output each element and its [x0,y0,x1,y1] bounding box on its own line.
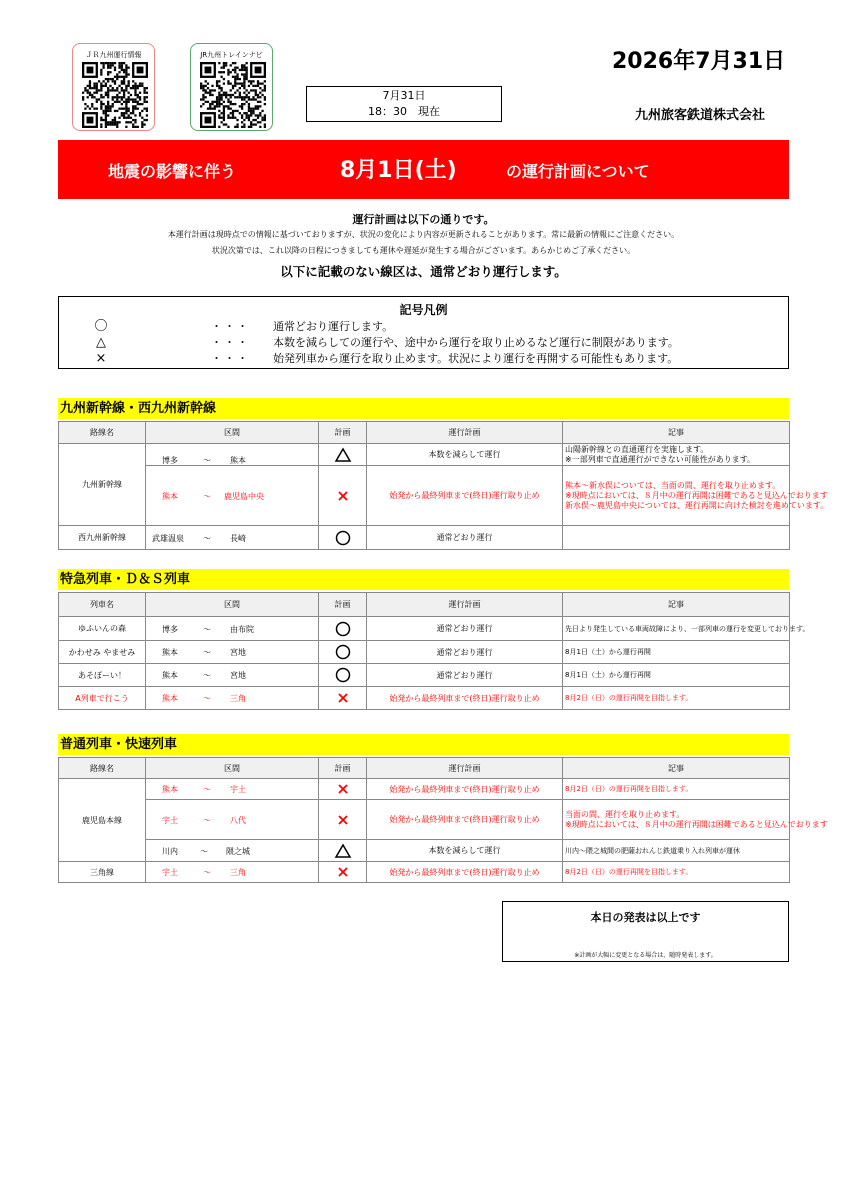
header-line: 路線名 [59,422,146,444]
section-to: 三角 [230,868,246,877]
closing-title: 本日の発表は以上です [590,911,701,924]
section-title-shinkansen: 九州新幹線・西九州新幹線 [58,398,789,419]
legend-dots: ・・・ [211,352,250,365]
company-name: 九州旅客鉄道株式会社 [635,108,766,123]
note-line [563,526,790,550]
header-train: 列車名 [59,593,146,617]
closing-note: ※計画が大幅に変更となる場合は、随時発表します。 [574,952,717,959]
note-line: 8月2日（日）の運行再開を目指します。 [563,687,790,710]
header-note: 記事 [563,593,790,617]
table-row [59,862,790,883]
train-name: かわせみ やませみ [59,641,146,664]
header-note: 記事 [563,422,790,444]
legend-desc: 通常どおり運行します。 [273,320,394,333]
section-wave: ～ [203,533,211,543]
plan-text: 通常どおり運行 [367,641,563,664]
note-line: ※現時点においては、８月中の運行再開は困難であると見込んでおります [565,819,828,829]
table-header-row [59,422,790,444]
table-row [59,664,790,687]
section-wave: ～ [203,491,211,501]
note-line: ※現時点においては、８月中の運行再開は困難であると見込んでおります [565,490,828,500]
qr-code-icon [82,62,148,128]
section-from: 宇土 [162,868,178,877]
plan-text: 通常どおり運行 [367,664,563,687]
table-row [59,466,790,526]
section-from: 宇土 [162,815,178,825]
table-row [59,840,790,862]
cross-icon [337,814,349,826]
table-row [59,687,790,710]
note-line: 8月2日（日）の運行再開を目指します。 [565,785,693,793]
note-line: 川内～隈之城間の肥薩おれんじ鉄道乗り入れ列車が運休 [565,846,740,855]
cross-icon [337,783,349,795]
cross-icon: × [95,351,107,366]
timestamp-box [306,86,502,122]
intro-line-1: 運行計画は以下の通りです。 [352,213,495,226]
header-plan: 運行計画 [367,593,563,617]
plan-text: 始発から最終列車まで(終日)運行取り止め [367,800,563,840]
section-wave: ～ [200,846,208,856]
header-plan: 運行計画 [367,422,563,444]
plan-text: 始発から最終列車まで(終日)運行取り止め [367,466,563,526]
cross-icon [337,490,349,502]
header-section: 区間 [146,593,319,617]
section-title-express: 特急列車・Ｄ＆Ｓ列車 [58,569,789,590]
table-row [59,641,790,664]
legend-desc: 始発列車から運行を取り止めます。状況により運行を再開する可能性もあります。 [273,352,679,365]
line-name: 西九州新幹線 [59,526,146,550]
plan-text: 始発から最終列車まで(終日)運行取り止め [367,779,563,800]
line-name: 九州新幹線 [59,444,146,526]
table-header-row [59,758,790,779]
closing-box [502,901,789,962]
plan-text: 本数を減らして運行 [367,444,563,466]
section-to: 由布院 [230,624,254,634]
line-name: 三角線 [59,862,146,883]
section-from: 熊本 [162,785,178,794]
table-header-row [59,593,790,617]
section-to: 八代 [230,815,246,825]
table-row [59,526,790,550]
table-row [59,779,790,800]
timestamp-time: 18：30 現在 [368,105,440,118]
legend-desc: 本数を減らしての運行や、途中から運行を取り止めるなど運行に制限があります。 [273,336,679,349]
table-row [59,617,790,641]
legend-dots: ・・・ [211,320,250,333]
note-line: 熊本～新水俣については、当面の間、運行を取り止めます。 [565,480,781,490]
express-table [58,592,810,710]
note-line: 先日より発生している車両故障により、一部列車の運行を変更しております。 [563,617,790,641]
train-name: ゆふいんの森 [59,617,146,641]
plan-text: 通常どおり運行 [367,526,563,550]
section-from: 武雄温泉 [152,533,184,543]
section-wave: ～ [203,815,211,825]
qr-code-icon [200,62,266,128]
section-to: 宇土 [230,785,246,794]
circle-icon: 〇 [94,319,108,334]
section-title-local: 普通列車・快速列車 [58,734,789,755]
title-banner [58,140,789,199]
plan-text: 通常どおり運行 [367,617,563,641]
header-note: 記事 [563,758,790,779]
section-to: 宮地 [230,671,246,680]
section-wave: ～ [203,624,211,634]
banner-date: 8月1日(土) [340,158,457,183]
header-section: 区間 [146,758,319,779]
section-to: 鹿児島中央 [224,491,264,501]
section-wave: ～ [203,455,211,465]
qr-code-operation-info[interactable] [72,43,155,131]
note-line: 8月1日（土）から運行再開 [563,664,790,687]
circle-icon [335,644,351,660]
intro-line-2: 本運行計画は現時点での情報に基づいておりますが、状況の変化により内容が更新されることがあります。常に最新の情報にご注意ください。 [167,230,680,239]
note-line: 山陽新幹線との直通運行を実施します。 [565,444,709,454]
note-line: 8月1日（土）から運行再開 [563,641,790,664]
table-row [59,800,790,840]
local-table [58,757,828,883]
header-symbol: 計画 [319,758,367,779]
section-from: 熊本 [162,671,178,680]
intro-line-4: 以下に記載のない線区は、通常どおり運行します。 [280,264,567,279]
triangle-icon [335,448,351,462]
section-from: 熊本 [162,491,178,501]
legend-title: 記号凡例 [399,303,448,317]
circle-icon [335,530,351,546]
note-line: 新水俣～鹿児島中央については、運行再開に向けた検討を進めています。 [565,500,829,510]
header-symbol: 計画 [319,422,367,444]
cross-icon [337,866,349,878]
triangle-icon: △ [96,335,106,350]
section-from: 川内 [162,846,178,856]
cross-icon [337,692,349,704]
section-to: 熊本 [230,455,246,465]
timestamp-date: 7月31日 [382,89,426,102]
shinkansen-table [58,421,829,550]
banner-text-1: 地震の影響に伴う [108,162,237,181]
header-symbol: 計画 [319,593,367,617]
section-from: 博多 [162,455,178,465]
section-wave: ～ [203,671,211,680]
document-date: 2026年7月31日 [612,49,786,74]
plan-text: 始発から最終列車まで(終日)運行取り止め [367,687,563,710]
triangle-icon [335,844,351,858]
qr-label: ＪＲ九州運行情報 [85,51,142,59]
section-from: 熊本 [162,694,178,703]
header-line: 路線名 [59,758,146,779]
plan-text: 始発から最終列車まで(終日)運行取り止め [367,862,563,883]
header-plan: 運行計画 [367,758,563,779]
header-section: 区間 [146,422,319,444]
note-line: ※一部列車で直通運行ができない可能性があります。 [565,454,756,464]
section-wave: ～ [203,694,211,703]
legend-dots: ・・・ [211,336,250,349]
note-line: 8月2日（日）の運行再開を目指します。 [565,868,693,876]
circle-icon [335,621,351,637]
section-from: 博多 [162,624,178,634]
train-name: あそぼーい！ [59,664,146,687]
section-to: 三角 [230,694,246,703]
section-to: 宮地 [230,648,246,657]
qr-code-train-navi[interactable] [190,43,273,131]
section-to: 隈之城 [226,846,250,856]
section-wave: ～ [203,648,211,657]
section-from: 熊本 [162,648,178,657]
plan-text: 本数を減らして運行 [367,840,563,862]
section-wave: ～ [203,868,211,877]
intro-line-3: 状況次第では、これ以降の日程につきましても運休や遅延が発生する場合がございます。あらかじめご了承ください。 [211,246,636,255]
table-row [59,444,790,466]
symbol-legend [58,296,789,369]
section-wave: ～ [203,785,211,794]
legend-row [59,335,788,351]
qr-label: JR九州トレインナビ [200,51,263,59]
banner-text-2: の運行計画について [506,162,650,181]
train-name: A列車で行こう [59,687,146,710]
section-to: 長崎 [230,533,246,543]
legend-row [59,319,788,335]
legend-row [59,351,788,367]
note-line: 当面の間、運行を取り止めます。 [565,809,685,819]
line-name: 鹿児島本線 [59,779,146,862]
circle-icon [335,667,351,683]
